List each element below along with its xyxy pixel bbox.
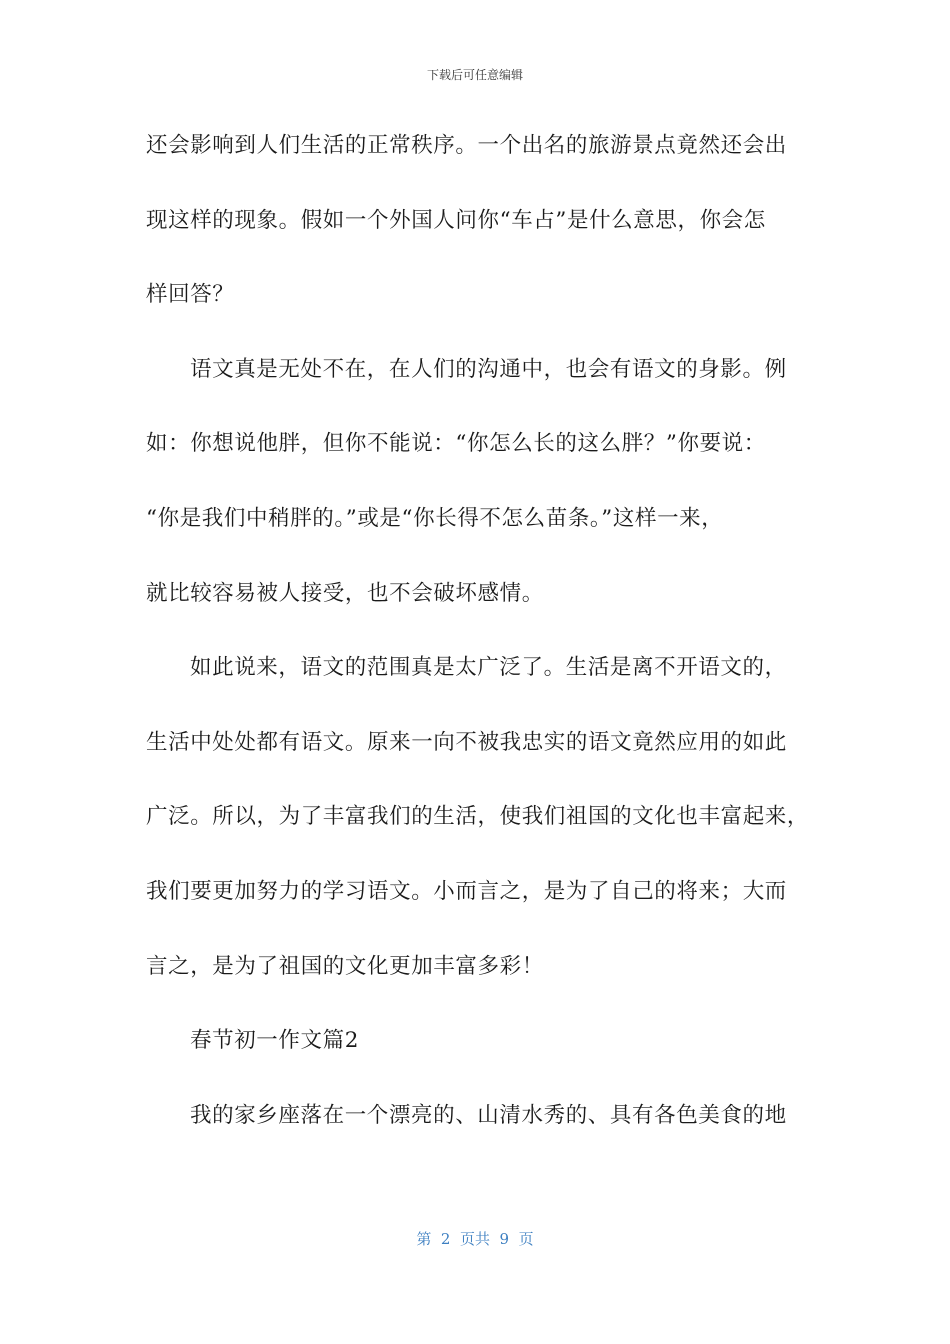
paragraph-start-line: 语文真是无处不在，在人们的沟通中，也会有语文的身影。例 xyxy=(190,356,787,382)
paragraph-start-line: 如此说来，语文的范围真是太广泛了。生活是离不开语文的， xyxy=(190,655,787,681)
text-line: 样回答？ xyxy=(146,282,235,308)
section-heading: 春节初一作文篇2 xyxy=(190,1028,359,1054)
text-line: 我们要更加努力的学习语文。小而言之，是为了自己的将来；大而 xyxy=(146,878,787,904)
text-line: 生活中处处都有语文。原来一向不被我忠实的语文竟然应用的如此 xyxy=(146,729,787,755)
page-footer: 第 2 页共 9 页 xyxy=(416,1230,534,1248)
text-line: 言之，是为了祖国的文化更加丰富多彩！ xyxy=(146,953,544,979)
text-line: 现这样的现象。假如一个外国人问你“车占”是什么意思，你会怎 xyxy=(146,207,766,233)
document-body xyxy=(146,120,810,1164)
text-line: “你是我们中稍胖的。”或是“你长得不怎么苗条。”这样一来， xyxy=(146,505,724,531)
text-line: 还会影响到人们生活的正常秩序。一个出名的旅游景点竟然还会出 xyxy=(146,133,787,158)
page-header: 下载后可任意编辑 xyxy=(426,68,523,82)
paragraph-start-line: 我的家乡座落在一个漂亮的、山清水秀的、具有各色美食的地 xyxy=(190,1102,787,1128)
text-line: 就比较容易被人接受，也不会破坏感情。 xyxy=(146,580,544,606)
text-line: 广泛。所以，为了丰富我们的生活，使我们祖国的文化也丰富起来， xyxy=(146,804,810,830)
text-line: 如：你想说他胖，但你不能说：“你怎么长的这么胖？”你要说： xyxy=(146,431,766,457)
